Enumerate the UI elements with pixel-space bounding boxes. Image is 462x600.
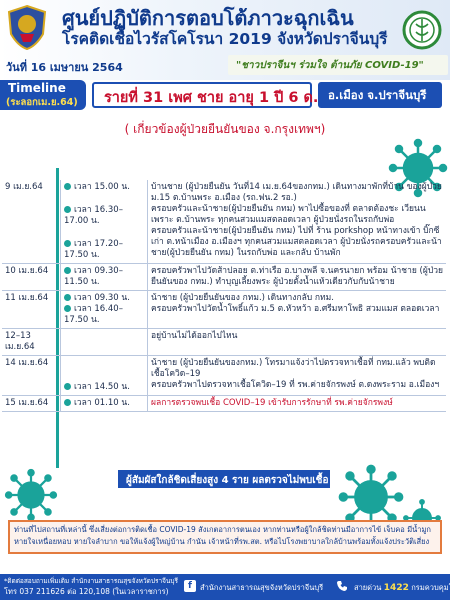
event-time: เวลา 01.10 น. xyxy=(64,398,144,409)
timeline-table xyxy=(2,180,446,412)
event-details xyxy=(148,180,447,264)
timeline-dot-icon xyxy=(64,206,71,213)
event-times xyxy=(61,291,148,329)
timeline-dot-icon xyxy=(64,267,71,274)
event-description: ครอบครัวพาไปวัดส้าปลอย ต.ท่าเรือ อ.บางพลี จ.นครนายก พร้อม น้าชาย (ผู้ป่วยยืนยันของ กทม.) ทำบุญเลี้ยงพระ ผู้ป่วยตั้งน้ำแห้วเดียวกับกับน้าชาย xyxy=(151,266,443,287)
event-date: 11 เม.ย.64 xyxy=(2,291,61,329)
table-row xyxy=(2,356,446,396)
phone-icon xyxy=(336,580,348,592)
footer-contact-line2: โทร 037 211626 ต่อ 120,108 (ในเวลาราชการ) xyxy=(4,587,169,596)
event-details xyxy=(148,291,447,329)
case-location-box xyxy=(318,82,442,108)
event-date: 15 เม.ย.64 xyxy=(2,396,61,412)
event-date: 10 เม.ย.64 xyxy=(2,264,61,291)
related-case-note: ( เกี่ยวข้องผู้ป่วยยืนยันของ จ.กรุงเทพฯ) xyxy=(124,122,326,136)
timeline-tab-sublabel: (ระลอกเม.ย.64) xyxy=(6,97,78,108)
facebook-page-name[interactable]: สำนักงานสาธารณสุขจังหวัดปราจีนบุรี xyxy=(200,583,324,592)
event-description: อยู่บ้านไม่ได้ออกไปไหน xyxy=(151,331,238,341)
table-row xyxy=(2,264,446,291)
event-description: ครอบครัวพาไปตรวจหาเชื้อโควิด–19 ที่ รพ.ค่ายจักรพงษ์ ต.ดงพระราม อ.เมืองฯ xyxy=(151,380,440,390)
hotline-label: สายด่วน xyxy=(354,583,382,592)
coronavirus-icon xyxy=(340,466,402,528)
hotline-org: กรมควบคุมโรค xyxy=(411,583,462,592)
event-time: เวลา 14.50 น. xyxy=(64,382,144,393)
hotline-number: 1422 xyxy=(383,583,409,593)
timeline-dot-icon xyxy=(64,183,71,190)
table-row xyxy=(2,180,446,264)
event-description: น้าชาย (ผู้ป่วยยืนยันของกทม.) โทรมาแจ้งว่าไปตรวจหาเชื้อที่ กทม.แล้ว พบติดเชื้อโควิด–19 xyxy=(151,358,436,379)
event-time: เวลา 17.20–17.50 น. xyxy=(64,239,123,260)
ministry-of-public-health-logo-icon xyxy=(402,10,442,50)
timeline-dot-icon xyxy=(64,305,71,312)
event-date: 9 เม.ย.64 xyxy=(2,180,61,264)
slogan-text: "ชาวปราจีนฯ ร่วมใจ ต้านภัย COVID-19" xyxy=(236,60,424,71)
event-times xyxy=(61,329,148,356)
event-description: ครอบครัวพาไปวัดน้ำโพธิ์แก้ว ม.5 ต.หัวหว้า อ.ศรีมหาโพธิ สวมแมส ตลอดเวลา xyxy=(151,304,440,314)
event-details xyxy=(148,396,447,412)
event-details xyxy=(148,356,447,396)
timeline-dot-icon xyxy=(64,294,71,301)
hotline[interactable] xyxy=(354,582,462,594)
report-date: วันที่ 16 เมษายน 2564 xyxy=(6,61,123,74)
table-row xyxy=(2,396,446,412)
table-row xyxy=(2,329,446,356)
event-description: บ้านชาย (ผู้ป่วยยืนยัน วันที่14 เม.ย.64ของกทม.) เดินทางมาพักที่บ้าน ของผู้ป่วย ม.15 ต.บ้านพระ อ.เมือง (รถ.ฟน.2 รอ.) xyxy=(151,182,442,203)
case-location: อ.เมือง จ.ปราจีนบุรี xyxy=(328,88,427,102)
event-time: เวลา 15.00 น. xyxy=(64,182,144,193)
timeline-dot-icon xyxy=(64,240,71,247)
event-description: ผลการตรวจพบเชื้อ COVID–19 เข้ารับการรักษาที่ รพ.ค่ายจักรพงษ์ xyxy=(151,398,393,408)
timeline-dot-icon xyxy=(64,383,71,390)
event-times xyxy=(61,264,148,291)
event-description: น้าชาย (ผู้ป่วยยืนยันของ กทม.) เดินทางกลับ กทม. xyxy=(151,293,334,303)
event-times xyxy=(61,396,148,412)
event-times xyxy=(61,356,148,396)
provincial-emblem-icon xyxy=(6,4,48,50)
event-time: เวลา 16.40–17.50 น. xyxy=(64,304,123,325)
timeline-tab xyxy=(0,80,86,110)
event-times xyxy=(61,180,148,264)
event-description: ครอบครัวและน้าชาย(ผู้ป่วยยืนยัน กทม) ไปที่ ร้าน porkshop หน้าทางเข้า บิ๊กซีเก่า ต.หน้าเมือง อ.เมืองฯ ทุกคนสวมแมสตลอดเวลา ผู้ป่วยนั่งรถครอบครัวและน้าชาย(ผู้ป่วยยืนยัน กทม) ในรถกับพ่อ และกลับ บ้านพัก xyxy=(151,226,442,258)
coronavirus-icon xyxy=(6,470,56,520)
event-description: ครอบครัวและน้าชาย(ผู้ป่วยยืนยัน กทม) พาไปซื้อของที่ ตลาดต้องชะ เวียนนเพราะ ต.บ้านพระ ทุกคนสวมแมสตลอดเวลา ผู้ป่วยนั่งรถในรถกับพ่อ xyxy=(151,204,426,225)
table-row xyxy=(2,291,446,329)
close-contact-summary-text: ผู้สัมผัสใกล้ชิดเสี่ยงสูง 4 ราย ผลตรวจไม่พบเชื้อ xyxy=(126,475,329,486)
case-info-box xyxy=(92,82,319,108)
timeline-tab-label: Timeline xyxy=(8,81,66,95)
event-time: เวลา 09.30–11.50 น. xyxy=(64,266,123,287)
case-label: รายที่ 31 เพศ ชาย อายุ 1 ปี 6 ด. xyxy=(104,90,319,106)
warning-notice xyxy=(8,520,442,554)
warning-text: ท่านที่ไปสถานที่เหล่านี้ ซึ่งเสี่ยงต่อการติดเชื้อ COVID-19 สังเกตอาการตนเอง หากท่านหรือผู้ใกล้ชิดท่านมีอาการไข้ เจ็บคอ มีน้ำมูก หายใจเหนื่อยหอบ หายใจลำบาก ขอให้แจ้งผู้ใหญ่บ้าน กำนัน เจ้าหน้าที่รพ.สต. หรือไปโรงพยาบาลใกล้บ้านพร้อมทั้งแจ้งประวัติเสี่ยง xyxy=(14,525,431,546)
event-time: เวลา 16.30–17.00 น. xyxy=(64,205,123,226)
footer xyxy=(0,574,462,600)
event-date: 14 เม.ย.64 xyxy=(2,356,61,396)
event-time: เวลา 09.30 น. xyxy=(64,293,144,304)
header-title-line2: โรคติดเชื้อไวรัสโคโรนา 2019 จังหวัดปราจีนบุรี xyxy=(62,30,388,48)
close-contact-summary xyxy=(118,470,330,488)
event-details xyxy=(148,329,447,356)
timeline-dot-icon xyxy=(64,399,71,406)
event-date: 12–13 เม.ย.64 xyxy=(2,329,61,356)
header-title-line1: ศูนย์ปฏิบัติการตอบโต้ภาวะฉุกเฉิน xyxy=(62,6,354,30)
facebook-icon[interactable]: f xyxy=(184,580,196,592)
footer-contact-line1: *ติดต่อสอบถามเพิ่มเติม สำนักงานสาธารณสุขจังหวัดปราจีนบุรี xyxy=(4,577,178,585)
event-details xyxy=(148,264,447,291)
